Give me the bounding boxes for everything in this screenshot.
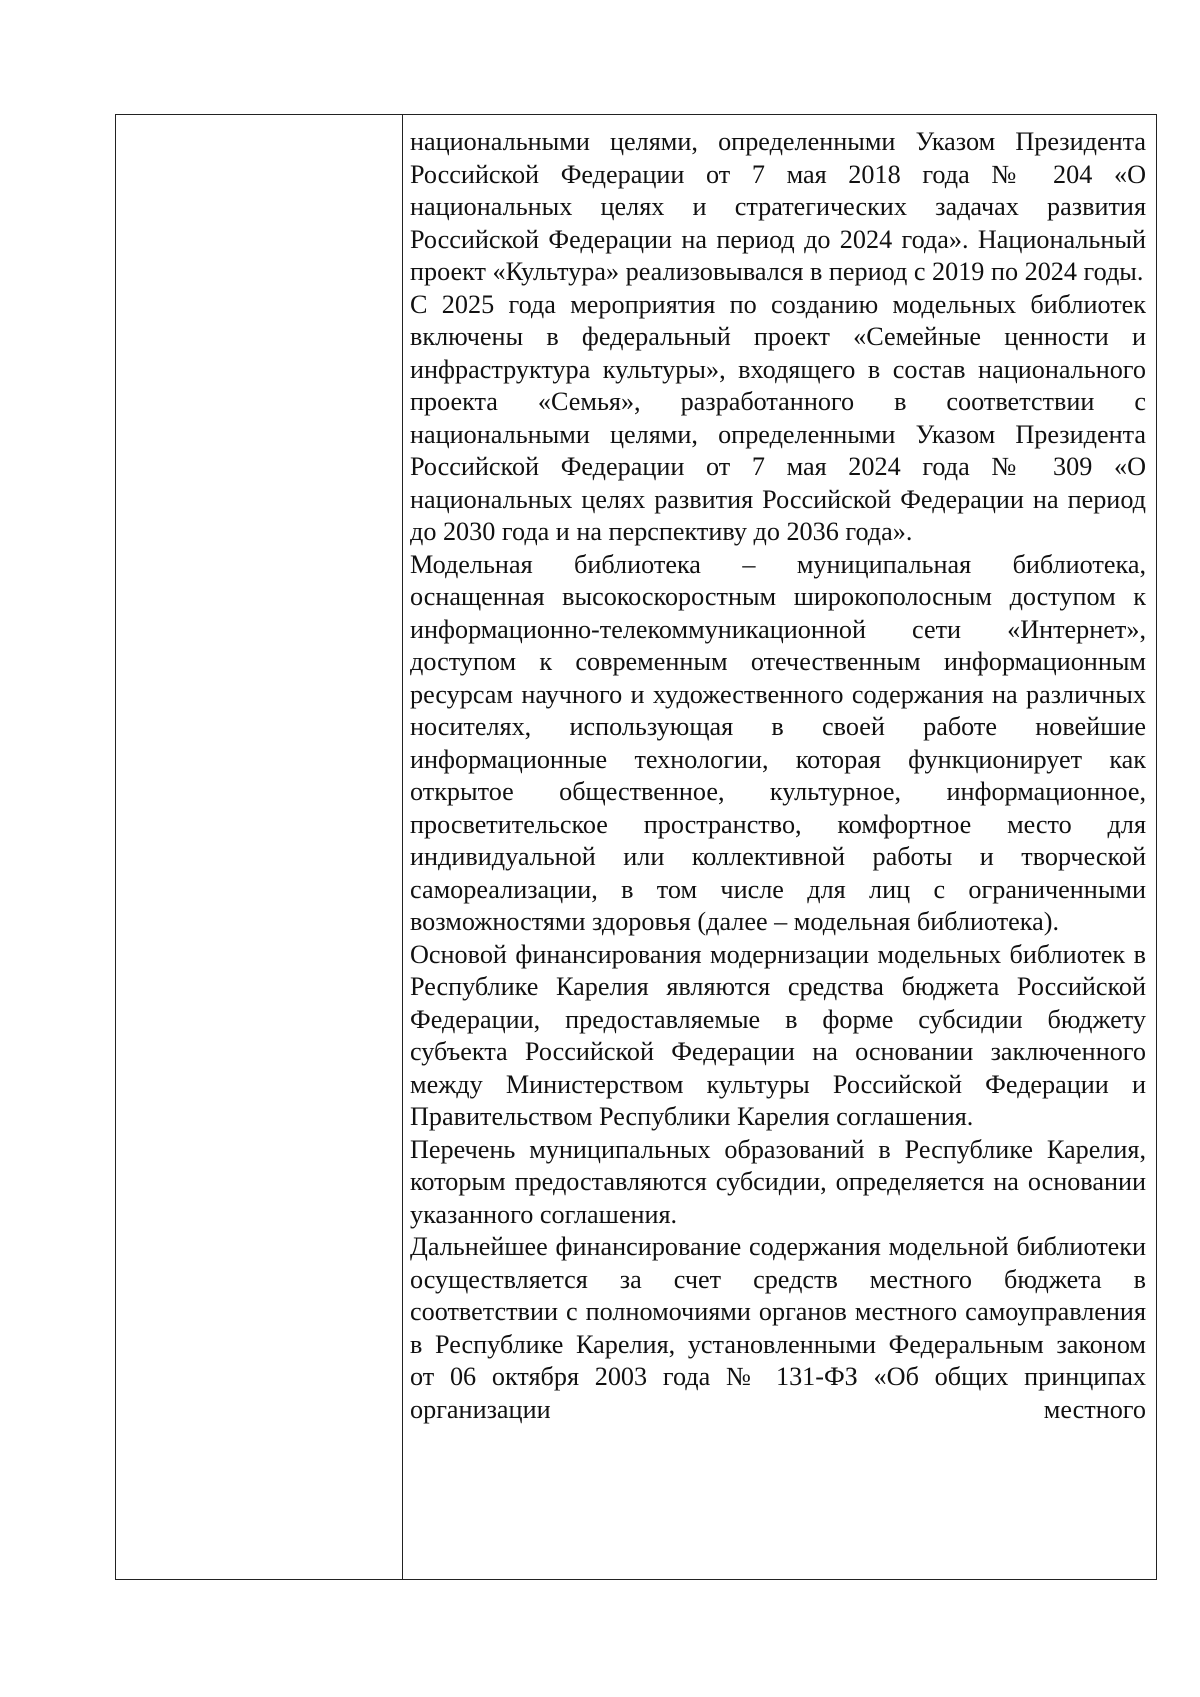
paragraph-family-project-2025: С 2025 года мероприятия по созданию модельных библиотек включены в федеральный проект «Семейные ценности и инфраструктура культуры», входящего в состав национального проекта «Семья», разработанного в соответствии с национальными целями, определенными Указом Президента Российской Федерации от 7 мая 2024 года № 309 «О национальных целях развития Российской Федерации на период до 2030 года и на перспективу до 2036 года». xyxy=(410,289,1146,546)
paragraph-further-financing: Дальнейшее финансирование содержания модельной библиотеки осуществляется за счет средств местного бюджета в соответствии с полномочиями органов местного самоуправления в Республике Карелия, установленными Федеральным законом от 06 октября 2003 года № 131-ФЗ «Об общих принципах организации местного xyxy=(410,1232,1146,1424)
document-table xyxy=(115,114,1157,1580)
table-right-column xyxy=(403,115,1156,1579)
paragraph-financing-basis: Основой финансирования модернизации модельных библиотек в Республике Карелия являются средства бюджета Российской Федерации, предоставляемые в форме субсидии бюджету субъекта Российской Федерации на основании заключенного между Министерством культуры Российской Федерации и Правительством Республики Карелия соглашения. xyxy=(410,939,1146,1131)
paragraph-national-goals-2018: национальными целями, определенными Указом Президента Российской Федерации от 7 мая 2018 года № 204 «О национальных целях и стратегических задачах развития Российской Федерации на период до 2024 года». Национальный проект «Культура» реализовывался в период с 2019 по 2024 годы. xyxy=(410,127,1146,286)
paragraph-model-library-definition: Модельная библиотека – муниципальная библиотека, оснащенная высокоскоростным широкополосным доступом к информационно-телекоммуникационной сети «Интернет», доступом к современным отечественным информационным ресурсам научного и художественного содержания на различных носителях, использующая в своей работе новейшие информационные технологии, которая функционирует как открытое общественное, культурное, информационное, просветительское пространство, комфортное место для индивидуальной или коллективной работы и творческой самореализации, в том числе для лиц с ограниченными возможностями здоровья (далее – модельная библиотека). xyxy=(410,549,1146,936)
paragraph-municipalities-list: Перечень муниципальных образований в Республике Карелия, которым предоставляются субсидии, определяется на основании указанного соглашения. xyxy=(410,1134,1146,1229)
table-left-column xyxy=(116,115,403,1579)
